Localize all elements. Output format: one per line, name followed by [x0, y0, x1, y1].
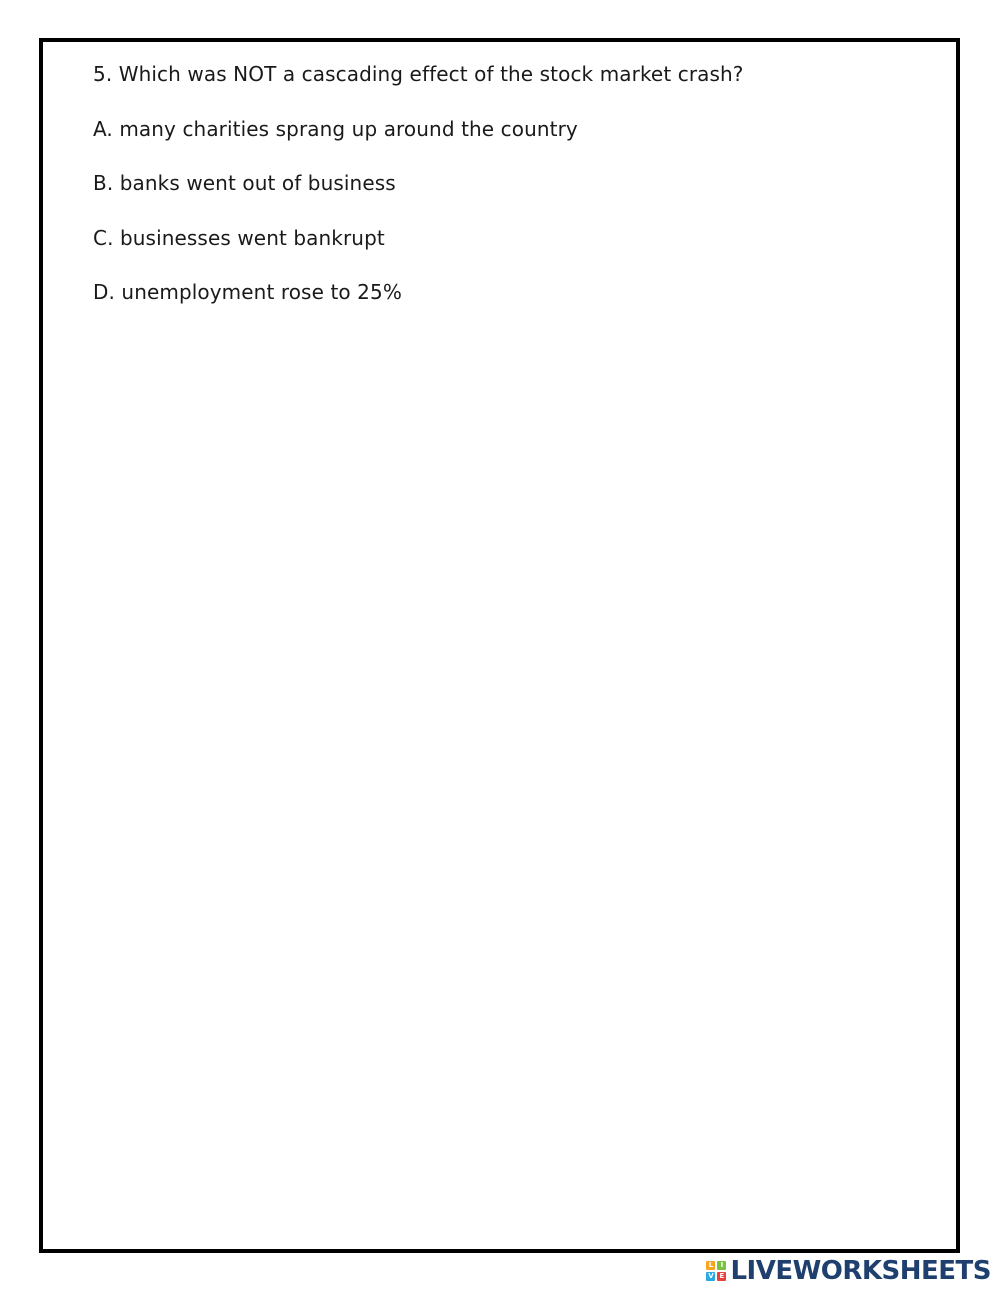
logo-tile-v: V — [708, 1272, 714, 1280]
answer-option-a: A. many charities sprang up around the country — [93, 116, 578, 141]
logo-tile-l: L — [706, 1261, 715, 1270]
liveworksheets-wordmark: LIVEWORKSHEETS — [730, 1256, 991, 1286]
worksheet-frame — [39, 38, 960, 1253]
answer-option-c: C. businesses went bankrupt — [93, 225, 385, 250]
logo-tile-i: I — [717, 1261, 726, 1270]
logo-tile-e: E — [717, 1272, 726, 1281]
answer-option-b: B. banks went out of business — [93, 171, 396, 195]
liveworksheets-logo-icon — [706, 1261, 726, 1281]
question-block — [93, 60, 933, 306]
liveworksheets-brand — [706, 1256, 991, 1286]
answer-options — [93, 115, 933, 307]
answer-option-d: D. unemployment rose to 25% — [93, 280, 402, 304]
question-text: 5. Which was NOT a cascading effect of the stock market crash? — [93, 62, 744, 86]
